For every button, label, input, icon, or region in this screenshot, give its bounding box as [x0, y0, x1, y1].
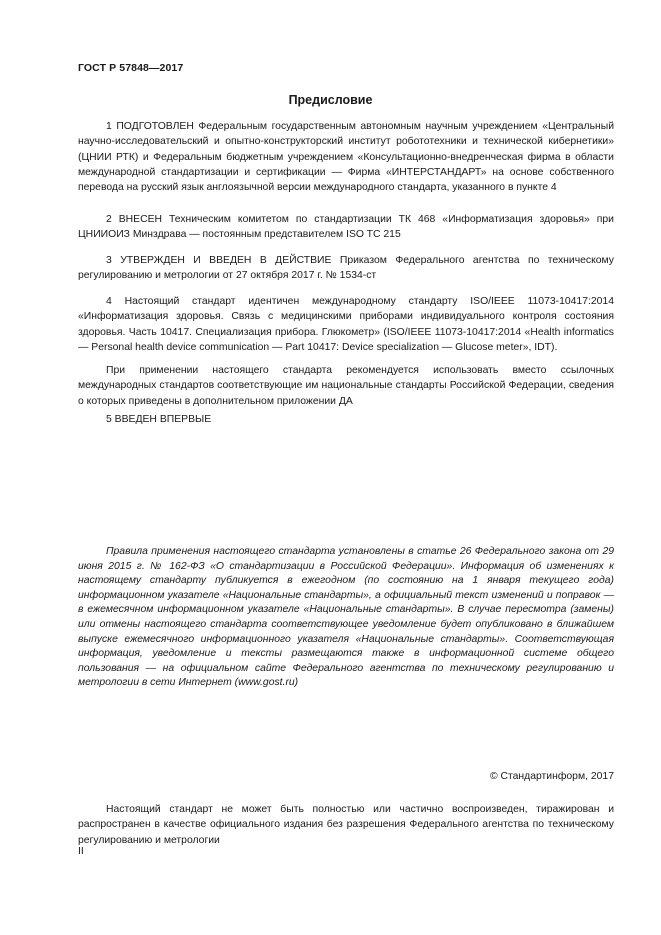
document-id-header: ГОСТ Р 57848—2017: [78, 62, 184, 74]
paragraph-submitted-by: 2 ВНЕСЕН Техническим комитетом по стандартизации ТК 468 «Информатизация здоровья» при ЦНИИОИЗ Минздрава — постоянным представителем ISO TC 215: [78, 214, 614, 241]
paragraph-prepared-by: 1 ПОДГОТОВЛЕН Федеральным государственным автономным научным учреждением «Центральный научно-исследовательский и опытно-конструкторский институт робототехники и технической кибернетики» (ЦНИИ РТК) и Федеральным бюджетным учреждением «Консультационно-внедренческая фирма в области международной стандартизации и сертификации — Фирма «ИНТЕРСТАНДАРТ» на основе собственного перевода на русский язык англоязычной версии международного стандарта, указанного в пункте 4: [78, 121, 614, 194]
section-title: Предисловие: [288, 93, 373, 107]
paragraph-identical-standard: 4 Настоящий стандарт идентичен международному стандарту ISO/IEEE 11073-10417:2014 «Информатизация здоровья. Связь с медицинскими приборами индивидуального контроля состояния здоровья. Часть 10417. Специализация прибора. Глюкометр» (ISO/IEEE 11073-10417:2014 «Health informatics — Personal health device communication — Part 10417: Device specialization — Glucose meter», IDT).: [78, 296, 614, 353]
rules-notice: Правила применения настоящего стандарта установлены в статье 26 Федерального закона от 29 июня 2015 г. № 162-ФЗ «О стандартизации в Российской Федерации». Информация об изменениях к настоящему стандарту публикуется в ежегодном (по состоянию на 1 января текущего года) информационном указателе «Национальные стандарты», а официальный текст изменений и поправок — в ежемесячном информационном указателе «Национальные стандарты». В случае пересмотра (замены) или отмены настоящего стандарта соответствующее уведомление будет опубликовано в ближайшем выпуске ежемесячного информационного указателя «Национальные стандарты». Соответствующая информация, уведомление и тексты размещаются также в информационной системе общего пользования — на официальном сайте Федерального агентства по техническому регулированию и метрологии в сети Интернет (www.gost.ru): [78, 546, 614, 689]
reproduction-notice: Настоящий стандарт не может быть полностью или частично воспроизведен, тиражирован и распространен в качестве официального издания без разрешения Федерального агентства по техническому регулированию и метрологии: [78, 804, 614, 846]
paragraph-approved: 3 УТВЕРЖДЕН И ВВЕДЕН В ДЕЙСТВИЕ Приказом Федерального агентства по техническому регулированию и метрологии от 27 октября 2017 г. № 1534-ст: [78, 255, 614, 282]
paragraph-application-note: При применении настоящего стандарта рекомендуется использовать вместо ссылочных международных стандартов соответствующие им национальные стандарты Российской Федерации, сведения о которых приведены в дополнительном приложении ДА: [78, 365, 614, 407]
copyright-notice: © Стандартинформ, 2017: [489, 771, 614, 782]
page-number: II: [78, 846, 84, 857]
paragraph-introduced-first: 5 ВВЕДЕН ВПЕРВЫЕ: [106, 414, 212, 425]
